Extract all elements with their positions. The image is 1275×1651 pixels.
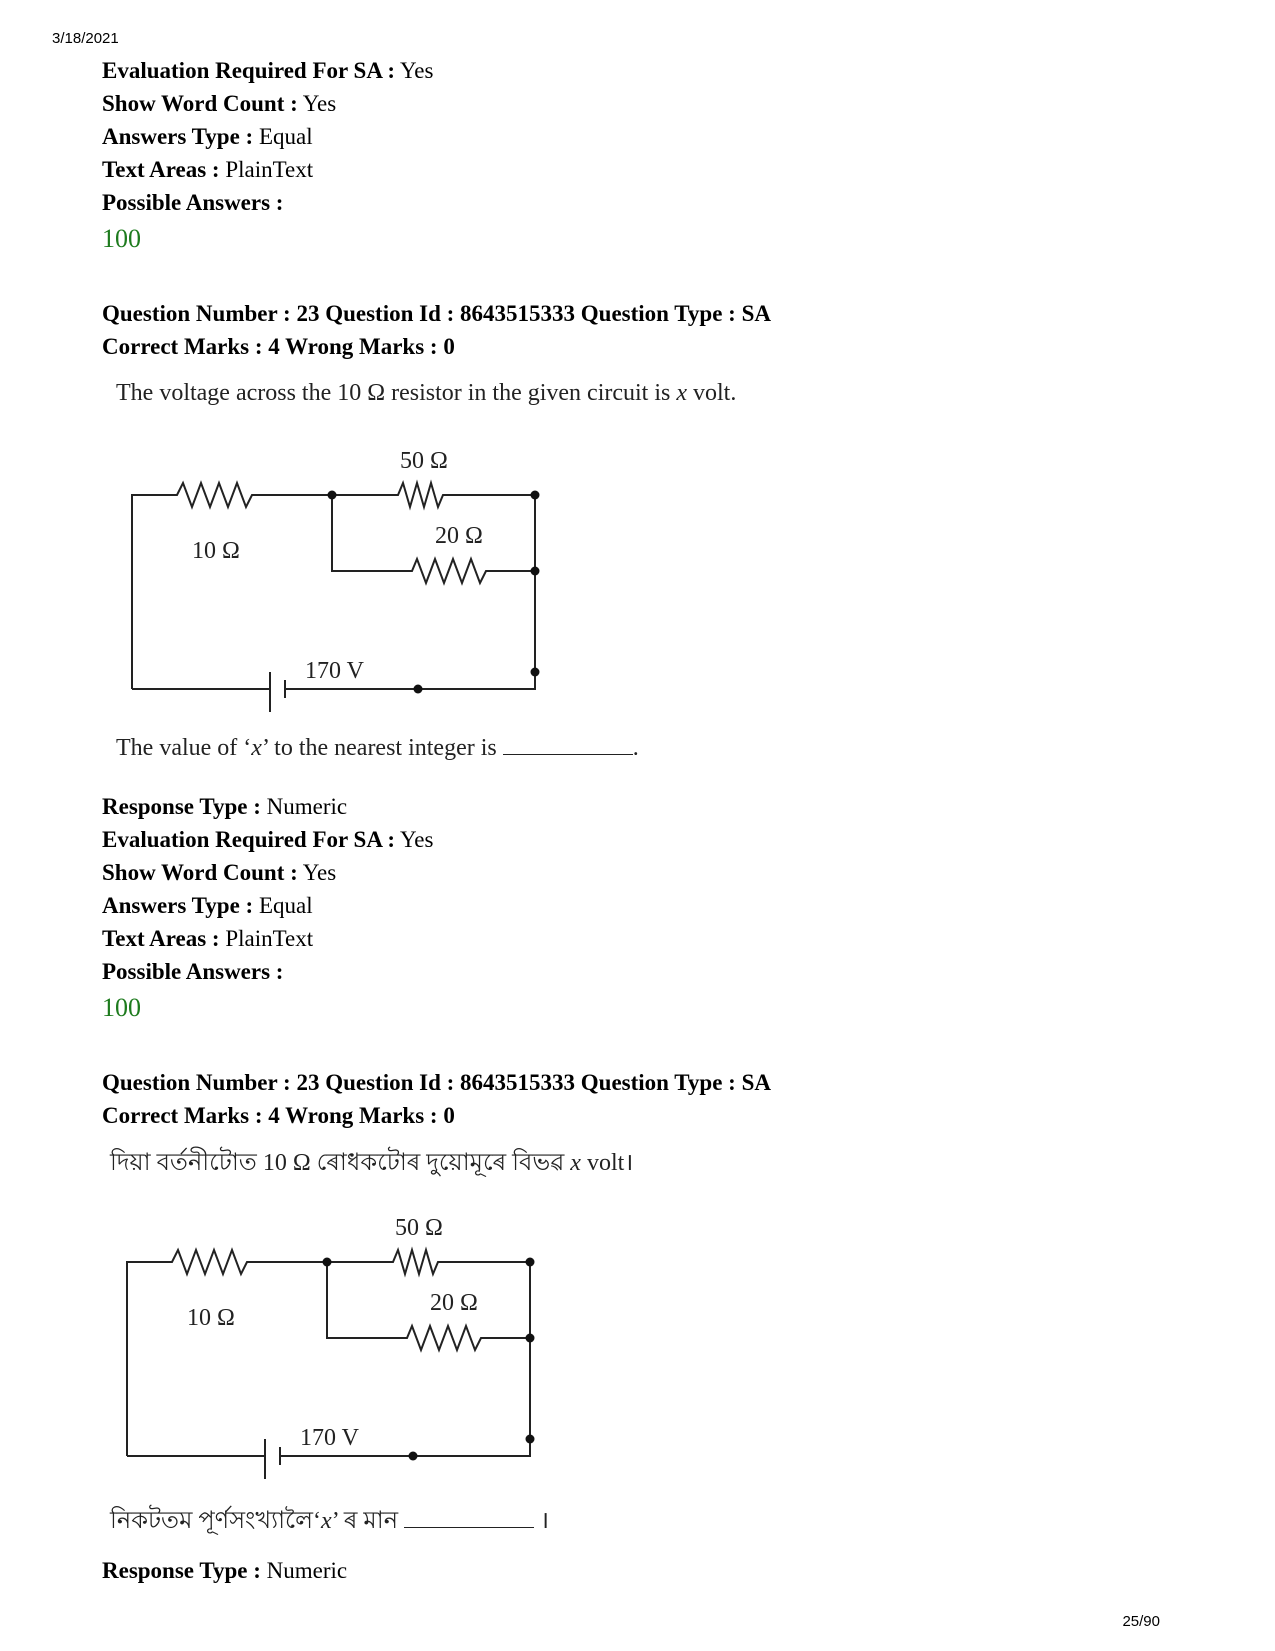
text-areas-label: Text Areas : <box>102 157 220 182</box>
text-areas-label: Text Areas : <box>102 926 220 951</box>
statement-part-b: volt। <box>580 1150 634 1176</box>
possible-answers-label: Possible Answers : <box>102 190 284 215</box>
statement-part-a: The voltage across the 10 Ω resistor in the given circuit is <box>116 380 677 406</box>
possible-answers-label: Possible Answers : <box>102 959 284 984</box>
prompt-end: । <box>534 1508 550 1534</box>
question-header-text: Question Number : 23 Question Id : 8643515333 Question Type : SA <box>102 301 771 326</box>
question-header-text: Question Number : 23 Question Id : 8643515333 Question Type : SA <box>102 1070 771 1095</box>
prompt-variable: x <box>251 735 262 761</box>
answers-type-label: Answers Type : <box>102 124 254 149</box>
word-count-value: Yes <box>302 860 337 885</box>
statement-part-b: volt. <box>687 380 737 406</box>
answers-type-value: Equal <box>258 893 313 918</box>
question-marks-text: Correct Marks : 4 Wrong Marks : 0 <box>102 1103 455 1128</box>
page-number: 25/90 <box>1122 1613 1160 1630</box>
resistor-10-label: 10 Ω <box>192 538 240 564</box>
response-type-value: Numeric <box>266 1558 348 1583</box>
eval-required-label: Evaluation Required For SA : <box>102 827 396 852</box>
resistor-10-label: 10 Ω <box>187 1305 235 1331</box>
text-areas-value: PlainText <box>225 157 314 182</box>
response-type-value: Numeric <box>266 794 348 819</box>
eval-required-value: Yes <box>400 58 434 83</box>
word-count-label: Show Word Count : <box>102 860 298 885</box>
statement-part-a: দিয়া বৰ্তনীটোত 10 Ω ৰোধকটোৰ দুয়োমূৰে বিভৱ <box>110 1150 571 1176</box>
source-170v-label: 170 V <box>300 1425 359 1451</box>
text-areas-value: PlainText <box>225 926 314 951</box>
answer-blank <box>404 1509 534 1528</box>
prompt-part-b: ’ ৰ মান <box>331 1508 405 1534</box>
word-count-value: Yes <box>302 91 337 116</box>
print-date: 3/18/2021 <box>52 30 119 47</box>
resistor-50-label: 50 Ω <box>400 448 448 474</box>
prompt-part-a: The value of ‘ <box>116 735 252 761</box>
statement-variable: x <box>570 1150 581 1176</box>
resistor-20-label: 20 Ω <box>435 523 483 549</box>
resistor-20-label: 20 Ω <box>430 1290 478 1316</box>
answers-type-value: Equal <box>258 124 313 149</box>
question-marks-text: Correct Marks : 4 Wrong Marks : 0 <box>102 334 455 359</box>
prompt-part-a: নিকটতম পূৰ্ণসংখ্যালৈ‘ <box>110 1508 322 1534</box>
prompt-end: . <box>632 735 639 761</box>
response-type-row <box>102 1556 347 1586</box>
source-170v-label: 170 V <box>305 658 364 684</box>
prompt-part-b: ’ to the nearest integer is <box>261 735 503 761</box>
word-count-label: Show Word Count : <box>102 91 298 116</box>
prompt-variable: x <box>321 1508 332 1534</box>
statement-variable: x <box>676 380 688 406</box>
answers-type-label: Answers Type : <box>102 893 254 918</box>
response-type-label: Response Type : <box>102 1558 261 1583</box>
question-prompt <box>110 1502 549 1542</box>
response-type-label: Response Type : <box>102 794 261 819</box>
resistor-50-label: 50 Ω <box>395 1215 443 1241</box>
eval-required-value: Yes <box>400 827 434 852</box>
possible-answer-value: 100 <box>102 993 141 1022</box>
eval-required-label: Evaluation Required For SA : <box>102 58 396 83</box>
possible-answer-value: 100 <box>102 224 141 253</box>
